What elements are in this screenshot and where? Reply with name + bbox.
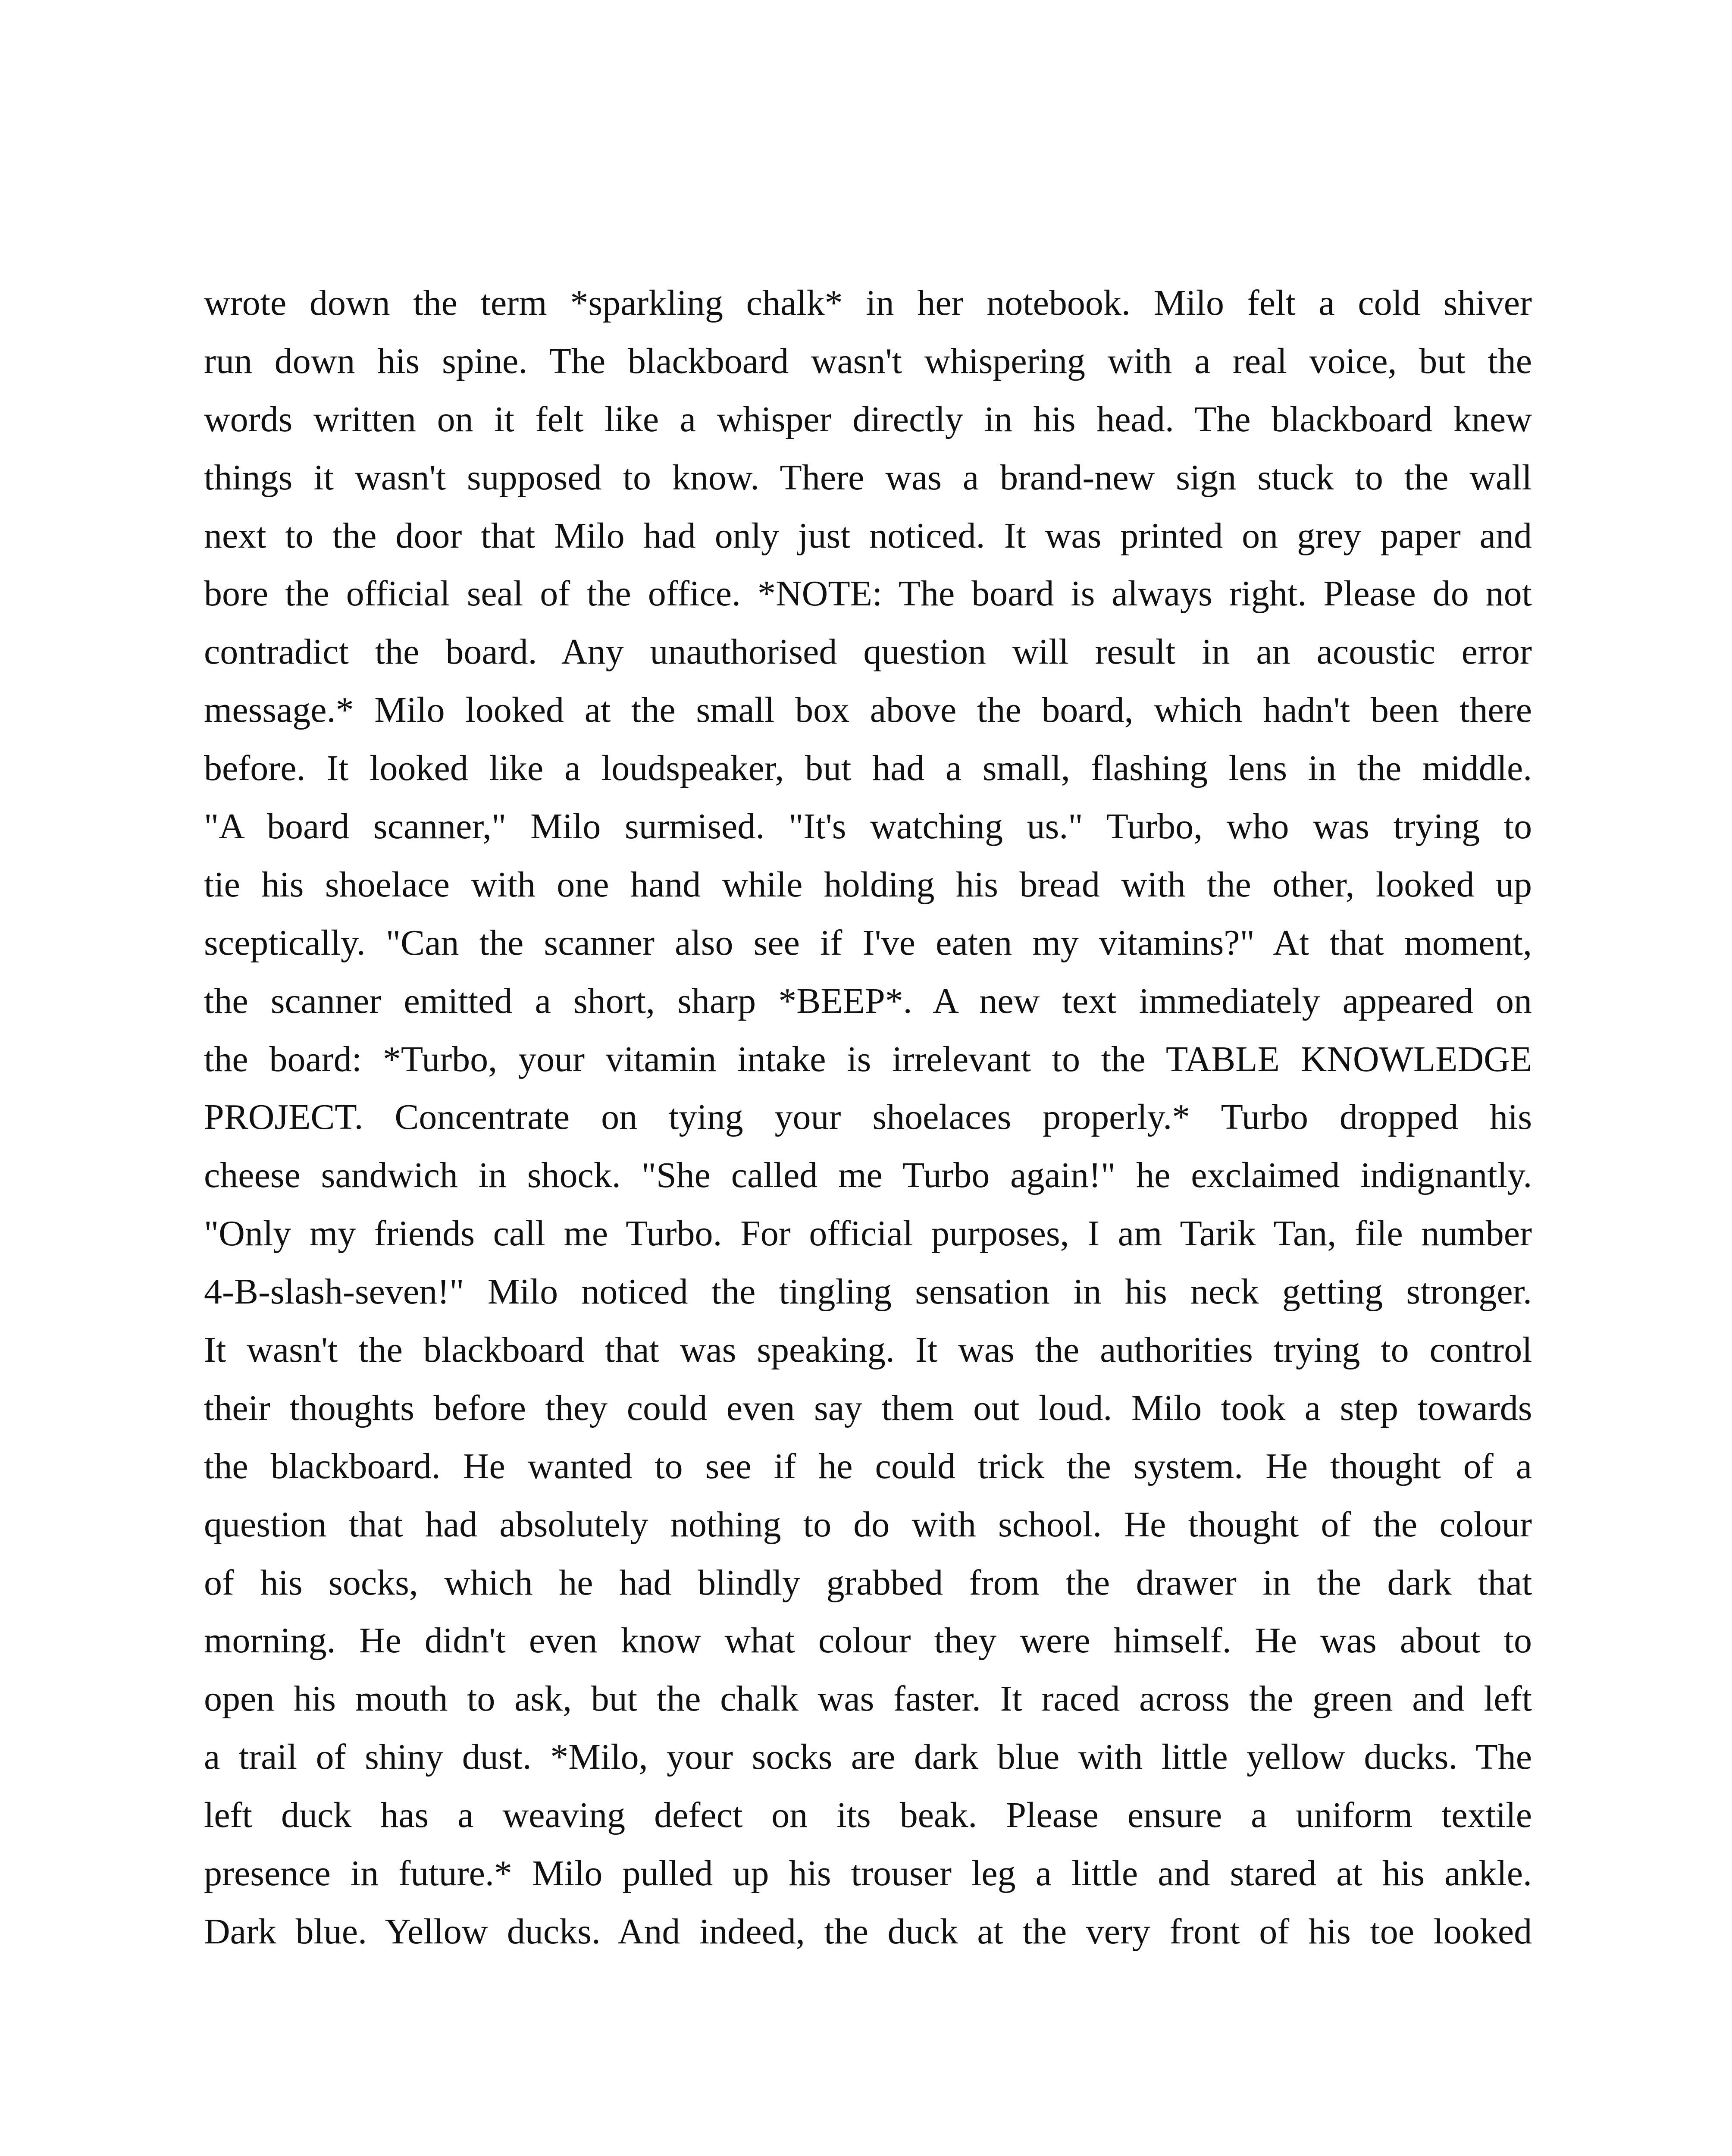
- text-line: a trail of shiny dust. *Milo, your socks are dark blue with little yellow ducks. The: [204, 1737, 1532, 1777]
- text-line: Dark blue. Yellow ducks. And indeed, the duck at the very front of his toe looked: [204, 1911, 1532, 1952]
- text-line: left duck has a weaving defect on its beak. Please ensure a uniform textile: [204, 1795, 1532, 1836]
- text-line: bore the official seal of the office. *NOTE: The board is always right. Please do not: [204, 573, 1532, 614]
- text-line: contradict the board. Any unauthorised question will result in an acoustic error: [204, 632, 1532, 672]
- text-line: "A board scanner," Milo surmised. "It's watching us." Turbo, who was trying to: [204, 806, 1532, 847]
- text-line: question that had absolutely nothing to do with school. He thought of the colour: [204, 1504, 1532, 1545]
- text-line: "Only my friends call me Turbo. For official purposes, I am Tarik Tan, file number: [204, 1213, 1532, 1254]
- text-line: It wasn't the blackboard that was speaking. It was the authorities trying to control: [204, 1330, 1532, 1370]
- text-line: run down his spine. The blackboard wasn't whispering with a real voice, but the: [204, 341, 1532, 381]
- text-line: words written on it felt like a whisper directly in his head. The blackboard knew: [204, 399, 1532, 439]
- text-line: 4-B-slash-seven!" Milo noticed the tingling sensation in his neck getting stronger.: [204, 1272, 1532, 1312]
- text-line: of his socks, which he had blindly grabbed from the drawer in the dark that: [204, 1562, 1532, 1603]
- text-line: the blackboard. He wanted to see if he could trick the system. He thought of a: [204, 1446, 1532, 1486]
- text-line: before. It looked like a loudspeaker, but had a small, flashing lens in the middle.: [204, 748, 1532, 789]
- body-text: [204, 274, 1532, 1961]
- text-line: PROJECT. Concentrate on tying your shoelaces properly.* Turbo dropped his: [204, 1097, 1532, 1138]
- text-line: things it wasn't supposed to know. There was a brand-new sign stuck to the wall: [204, 457, 1532, 498]
- text-line: message.* Milo looked at the small box above the board, which hadn't been there: [204, 690, 1532, 730]
- text-line: the board: *Turbo, your vitamin intake is irrelevant to the TABLE KNOWLEDGE: [204, 1039, 1532, 1079]
- text-line: the scanner emitted a short, sharp *BEEP*. A new text immediately appeared on: [204, 981, 1532, 1021]
- text-line: their thoughts before they could even say them out loud. Milo took a step towards: [204, 1388, 1532, 1428]
- text-line: cheese sandwich in shock. "She called me Turbo again!" he exclaimed indignantly.: [204, 1155, 1532, 1196]
- text-line: sceptically. "Can the scanner also see if I've eaten my vitamins?" At that moment,: [204, 922, 1532, 963]
- text-line: presence in future.* Milo pulled up his trouser leg a little and stared at his ankle.: [204, 1853, 1532, 1894]
- text-line: open his mouth to ask, but the chalk was faster. It raced across the green and left: [204, 1679, 1532, 1719]
- text-line: next to the door that Milo had only just noticed. It was printed on grey paper and: [204, 515, 1532, 556]
- text-line: morning. He didn't even know what colour they were himself. He was about to: [204, 1620, 1532, 1661]
- text-line: wrote down the term *sparkling chalk* in her notebook. Milo felt a cold shiver: [204, 283, 1532, 323]
- text-line: tie his shoelace with one hand while holding his bread with the other, looked up: [204, 864, 1532, 905]
